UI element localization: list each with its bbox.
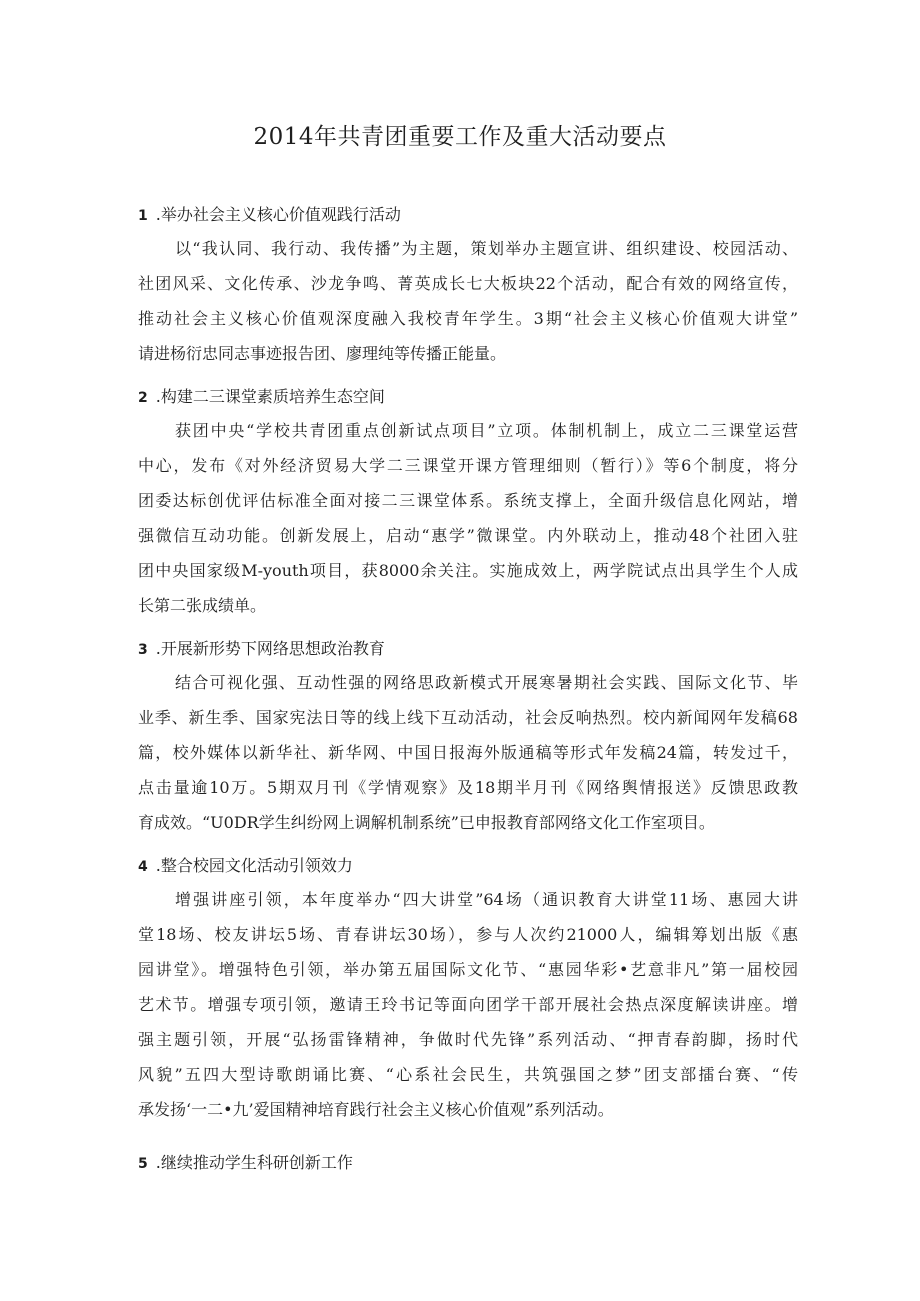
section-number: 1	[138, 208, 148, 224]
paragraph-line: 业季、新生季、国家宪法日等的线上线下互动活动，社会反响热烈。校内新闻网年发稿68	[138, 708, 798, 727]
section-heading-1	[138, 202, 401, 225]
section-title: .继续推动学生科研创新工作	[155, 1153, 353, 1172]
paragraph-line: 中心，发布《对外经济贸易大学二三课堂开课方管理细则（暂行）》等6个制度，将分	[138, 456, 798, 475]
paragraph-line: 承发扬‘一二•九’爱国精神培育践行社会主义核心价值观”系列活动。	[138, 1100, 614, 1119]
section-number: 2	[138, 390, 148, 406]
section-title: .构建二三课堂素质培养生态空间	[155, 387, 385, 406]
paragraph-line: 长第二张成绩单。	[138, 596, 267, 615]
section-paragraph-1	[138, 231, 798, 371]
section-paragraph-4	[138, 882, 798, 1127]
section-heading-3	[138, 636, 385, 659]
paragraph-line: 园讲堂》。增强特色引领，举办第五届国际文化节、“惠园华彩•艺意非凡”第一届校园	[138, 960, 798, 979]
paragraph-line: 社团风采、文化传承、沙龙争鸣、菁英成长七大板块22个活动，配合有效的网络宣传，	[138, 274, 798, 293]
paragraph-line: 篇，校外媒体以新华社、新华网、中国日报海外版通稿等形式年发稿24篇，转发过千，	[138, 743, 798, 762]
section-heading-5	[138, 1150, 353, 1173]
section-heading-2	[138, 384, 385, 407]
paragraph-line: 团委达标创优评估标准全面对接二三课堂体系。系统支撑上，全面升级信息化网站，增	[138, 491, 798, 510]
paragraph-line: 风貌”五四大型诗歌朗诵比赛、“心系社会民生，共筑强国之梦”团支部擂台赛、“传	[138, 1065, 798, 1084]
section-number: 3	[138, 642, 148, 658]
section-number: 4	[138, 859, 148, 875]
paragraph-line: 堂18场、校友讲坛5场、青春讲坛30场），参与人次约21000人，编辑筹划出版《惠	[138, 925, 798, 944]
paragraph-line: 点击量逾10万。5期双月刊《学情观察》及18期半月刊《网络舆情报送》反馈思政教	[138, 778, 798, 797]
paragraph-line: 结合可视化强、互动性强的网络思政新模式开展寒暑期社会实践、国际文化节、毕	[175, 673, 798, 692]
paragraph-line: 强主题引领，开展“弘扬雷锋精神，争做时代先锋”系列活动、“押青春韵脚，扬时代	[138, 1030, 798, 1049]
paragraph-line: 艺术节。增强专项引领，邀请王玲书记等面向团学干部开展社会热点深度解读讲座。增	[138, 995, 798, 1014]
paragraph-line: 团中央国家级M-youth项目，获8000余关注。实施成效上，两学院试点出具学生个人成	[138, 561, 798, 580]
paragraph-line: 增强讲座引领，本年度举办“四大讲堂”64场（通识教育大讲堂11场、惠园大讲	[175, 890, 798, 909]
section-title: .举办社会主义核心价值观践行活动	[155, 205, 401, 224]
section-paragraph-3	[138, 665, 798, 840]
section-number: 5	[138, 1156, 148, 1172]
section-heading-4	[138, 853, 353, 876]
section-paragraph-2	[138, 413, 798, 623]
paragraph-line: 以“我认同、我行动、我传播”为主题，策划举办主题宣讲、组织建设、校园活动、	[175, 239, 798, 258]
section-title: .整合校园文化活动引领效力	[155, 856, 353, 875]
paragraph-line: 请进杨衍忠同志事迹报告团、廖理纯等传播正能量。	[138, 344, 507, 363]
page-title: 2014年共青团重要工作及重大活动要点	[253, 124, 667, 150]
section-title: .开展新形势下网络思想政治教育	[155, 639, 385, 658]
paragraph-line: 强微信互动功能。创新发展上，启动“惠学”微课堂。内外联动上，推动48个社团入驻	[138, 526, 798, 545]
paragraph-line: 育成效。“U0DR学生纠纷网上调解机制系统”已申报教育部网络文化工作室项目。	[138, 813, 715, 832]
paragraph-line: 推动社会主义核心价值观深度融入我校青年学生。3期“社会主义核心价值观大讲堂”	[138, 309, 798, 328]
paragraph-line: 获团中央“学校共青团重点创新试点项目”立项。体制机制上，成立二三课堂运营	[175, 421, 798, 440]
